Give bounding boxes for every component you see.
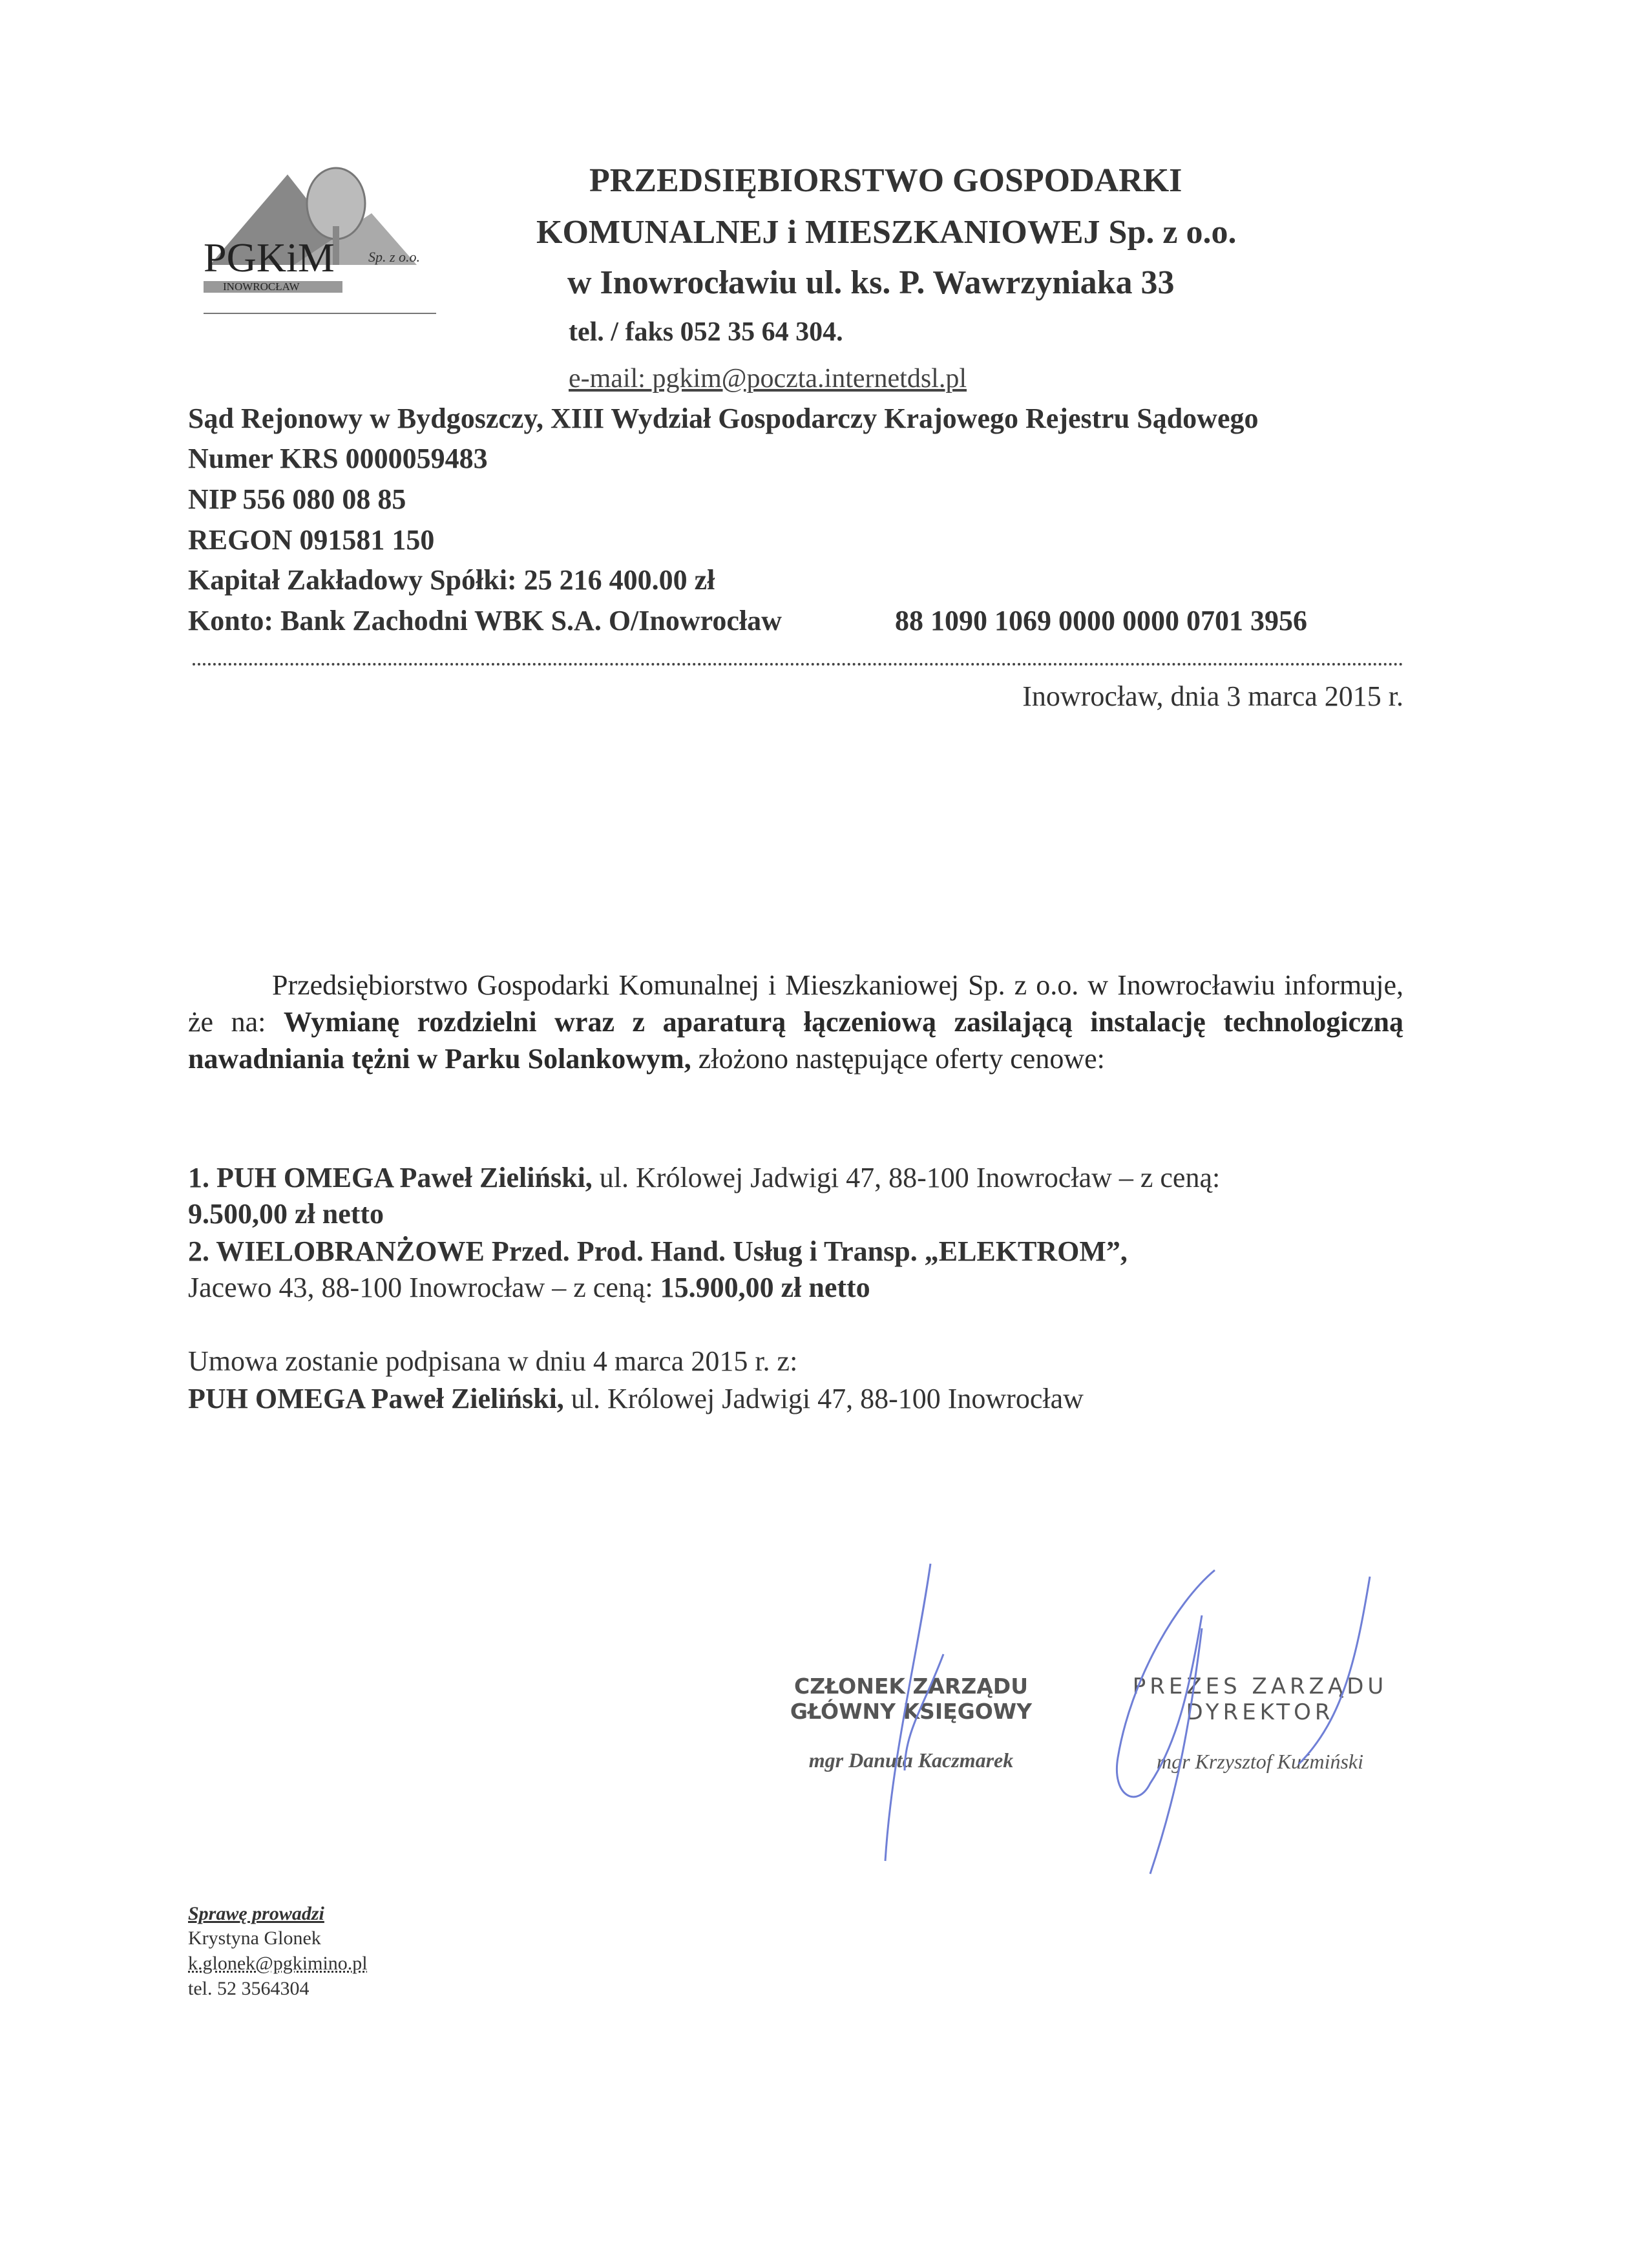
header-line2: KOMUNALNEJ i MIESZKANIOWEJ Sp. z o.o. (536, 214, 1237, 251)
header-email: e-mail: pgkim@poczta.internetdsl.pl (569, 364, 967, 394)
body-outro: złożono następujące oferty cenowe: (691, 1043, 1105, 1075)
footer-phone: tel. 52 3564304 (188, 1978, 310, 1999)
body-subject: Wymianę rozdzielni wraz z aparaturą łączeniową zasilającą instalację technologiczną nawadniania tężni w Parku Solankowym, (188, 1006, 1403, 1075)
logo-subtext: INOWROCŁAW (223, 280, 300, 293)
contract-line: Umowa zostanie podpisana w dniu 4 marca 2015 r. z: (188, 1345, 798, 1377)
body-intro: Przedsiębiorstwo Gospodarki Komunalnej i Mieszkaniowej Sp. z o.o. w Inowrocławiu informuje, że na: (188, 969, 1403, 1038)
registry-capital: Kapitał Zakładowy Spółki: 25 216 400.00 zł (188, 564, 715, 596)
registry-nip: NIP 556 080 08 85 (188, 483, 406, 515)
registry-account-bank: Konto: Bank Zachodni WBK S.A. O/Inowrocław (188, 605, 782, 636)
offer-2-price: 15.900,00 zł netto (660, 1272, 870, 1303)
offer-1-name: 1. PUH OMEGA Paweł Zieliński, (188, 1162, 593, 1193)
stamp-title: DYREKTOR (1186, 1699, 1334, 1725)
letter-date: Inowrocław, dnia 3 marca 2015 r. (1022, 680, 1403, 712)
logo-text: PGKiM (204, 235, 335, 280)
registry-court: Sąd Rejonowy w Bydgoszczy, XIII Wydział Gospodarczy Krajowego Rejestru Sądowego (188, 403, 1259, 434)
registry-account-number: 88 1090 1069 0000 0000 0701 3956 (895, 605, 1307, 636)
contract-address: ul. Królowej Jadwigi 47, 88-100 Inowrocław (563, 1383, 1084, 1414)
offer-1-price: 9.500,00 zł netto (188, 1198, 384, 1230)
stamp-title: CZŁONEK ZARZĄDU (794, 1674, 1028, 1699)
offer-2-address: Jacewo 43, 88-100 Inowrocław – z ceną: (188, 1272, 660, 1303)
footer-email[interactable]: k.glonek@pgkimino.pl (188, 1953, 368, 1974)
header-phone: tel. / faks 052 35 64 304. (569, 317, 843, 347)
header-address: w Inowrocławiu ul. ks. P. Wawrzyniaka 33 (567, 264, 1175, 301)
contract-name: PUH OMEGA Paweł Zieliński, (188, 1383, 564, 1414)
logo-suffix: Sp. z o.o. (368, 249, 421, 265)
registry-krs: Numer KRS 0000059483 (188, 443, 488, 474)
offer-1-address: ul. Królowej Jadwigi 47, 88-100 Inowrocław – z ceną: (592, 1162, 1221, 1193)
registry-regon: REGON 091581 150 (188, 524, 435, 556)
footer-name: Krystyna Glonek (188, 1927, 321, 1949)
signer-name: mgr Danuta Kaczmarek (808, 1748, 1014, 1772)
stamp-title: GŁÓWNY KSIĘGOWY (790, 1699, 1033, 1724)
footer-label: Sprawę prowadzi (188, 1903, 324, 1924)
stamp-title: PREZES ZARZĄDU (1132, 1674, 1388, 1699)
offer-2-name: 2. WIELOBRANŻOWE Przed. Prod. Hand. Usług i Transp. „ELEKTROM”, (188, 1235, 1128, 1267)
signer-name: mgr Krzysztof Kuźmiński (1156, 1750, 1364, 1773)
header-line1: PRZEDSIĘBIORSTWO GOSPODARKI (589, 162, 1182, 199)
